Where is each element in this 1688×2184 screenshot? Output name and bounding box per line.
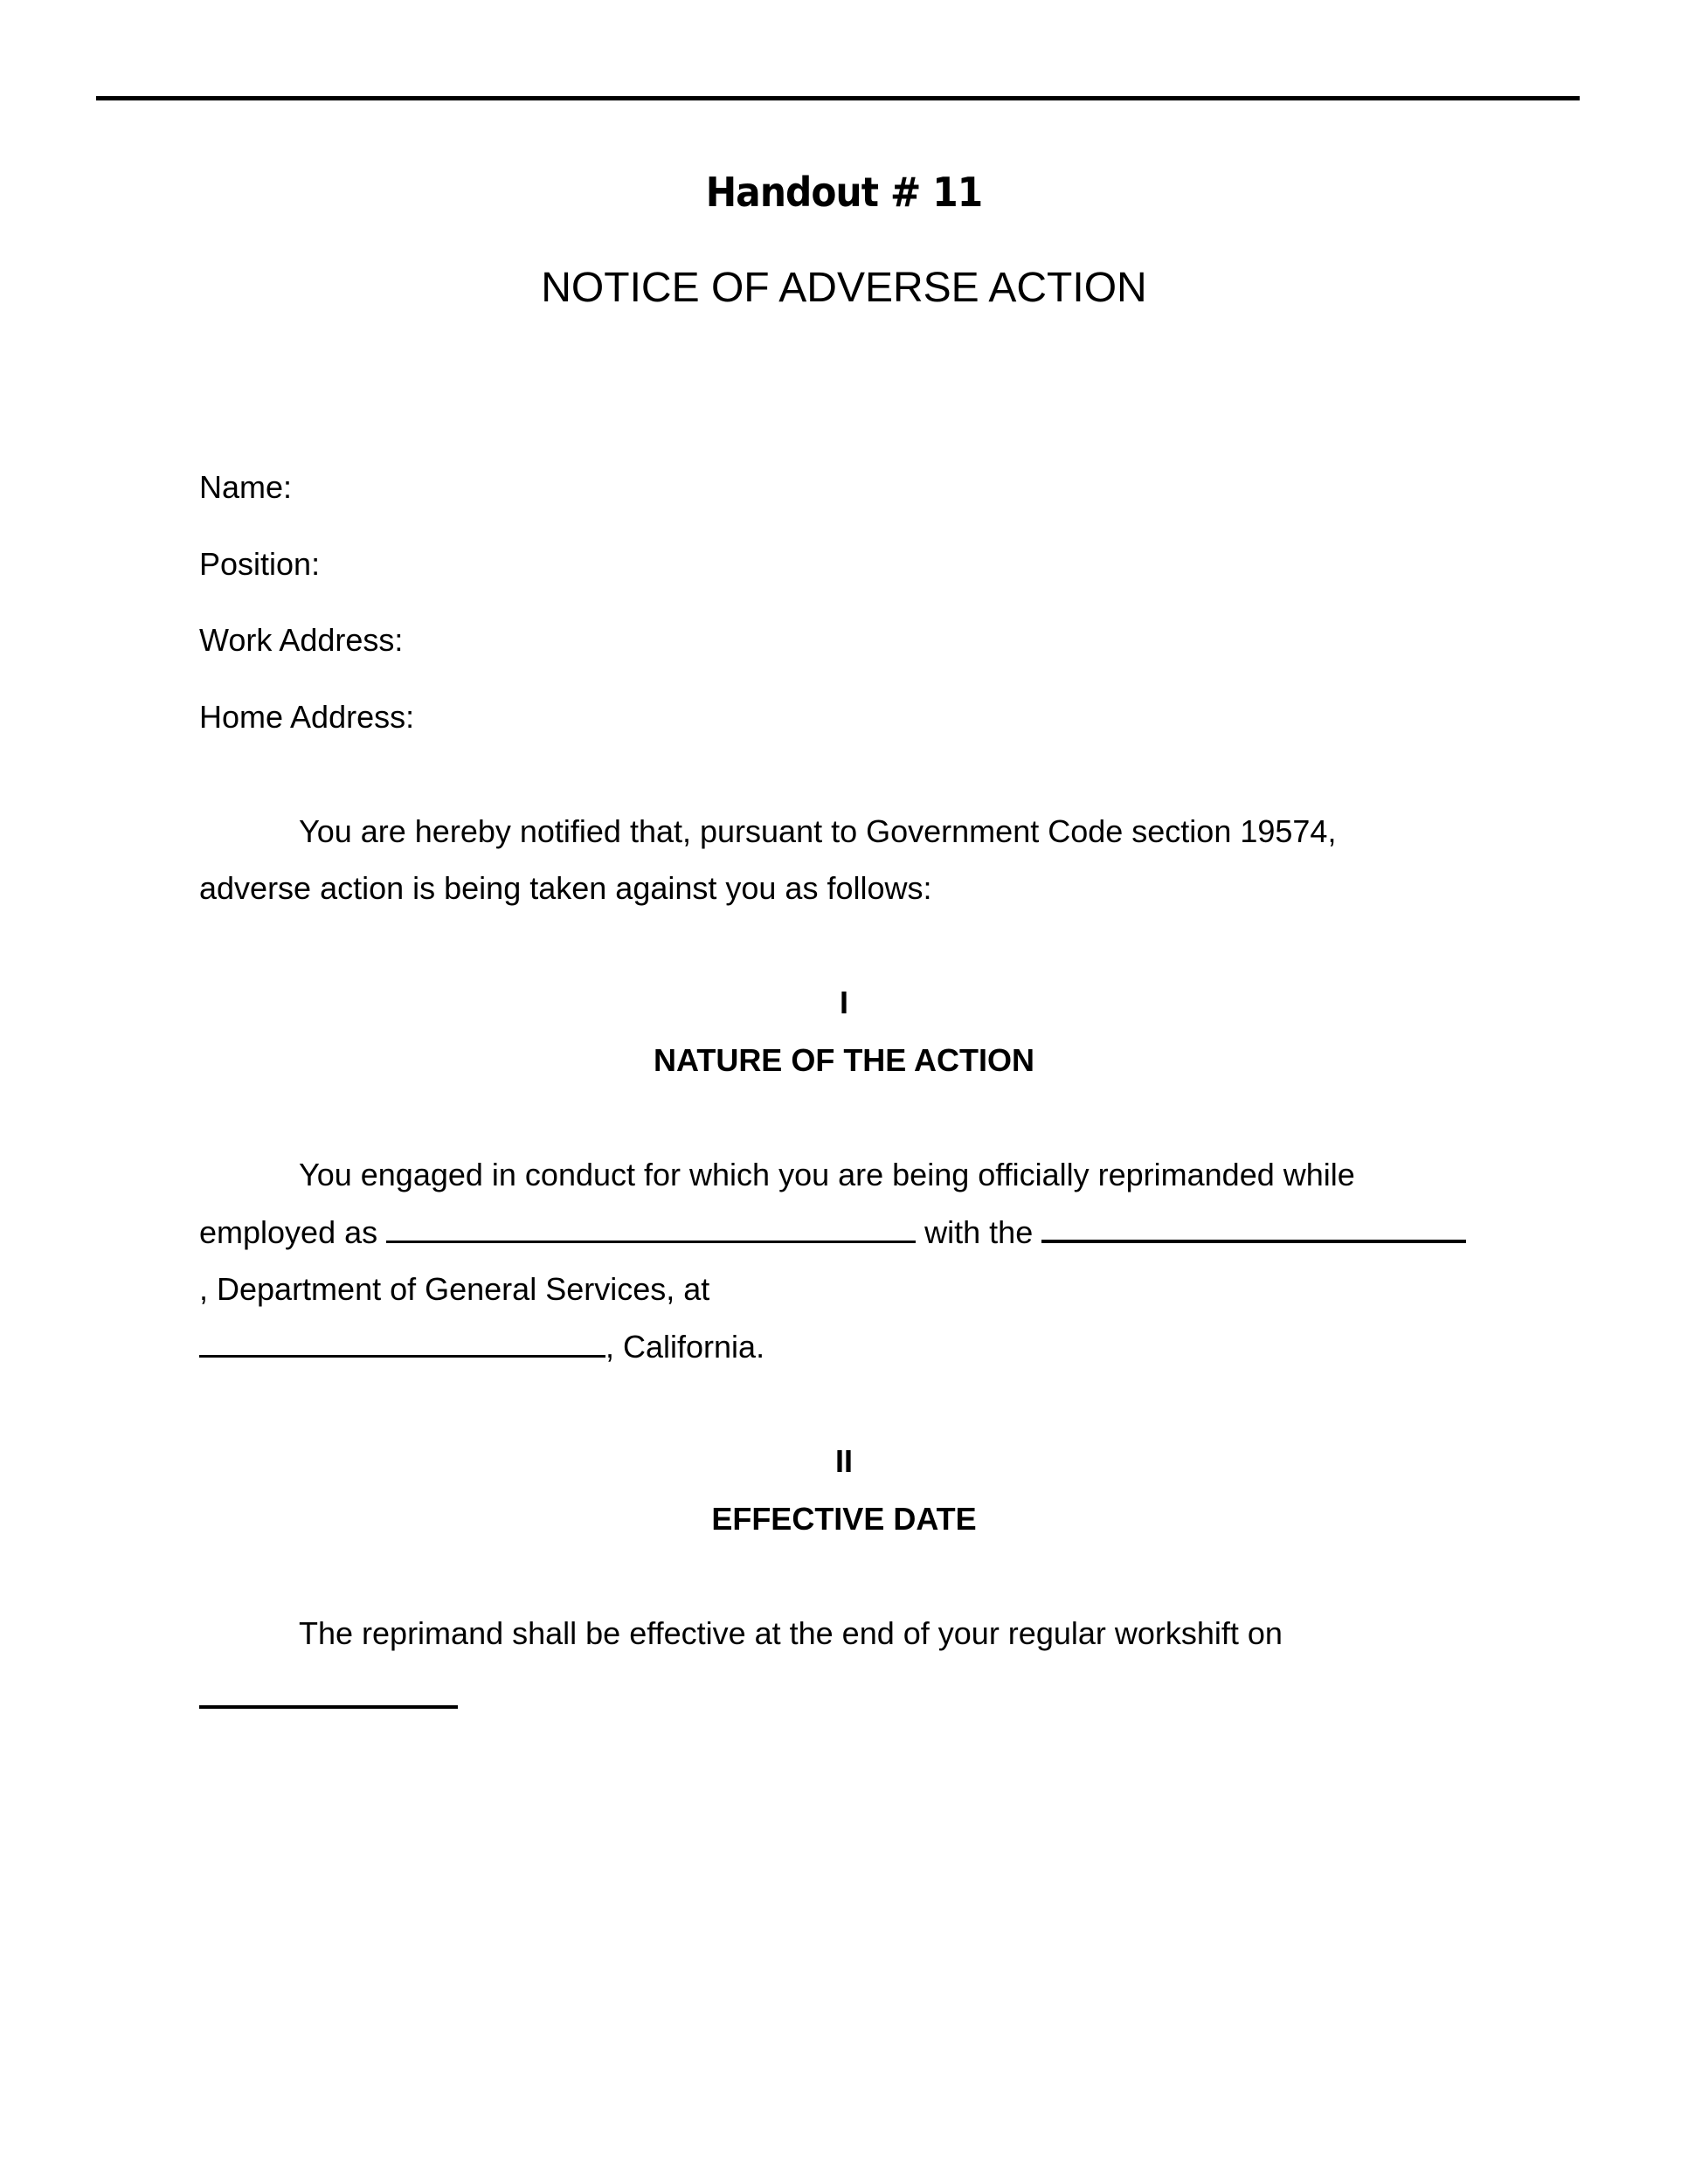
document-title: NOTICE OF ADVERSE ACTION xyxy=(541,265,1147,311)
section-2-numeral: II xyxy=(834,1443,853,1479)
section-1-line-1: You engaged in conduct for which you are being officially reprimanded while xyxy=(299,1157,1355,1192)
employed-as-label: employed as xyxy=(199,1214,378,1250)
work-address-field-label: Work Address: xyxy=(199,622,404,658)
intro-paragraph-line-2: adverse action is being taken against you as follows: xyxy=(199,870,932,906)
name-field-label: Name: xyxy=(199,469,293,505)
section-2-line-2 xyxy=(199,1679,458,1717)
handout-number: Handout # 11 xyxy=(705,169,983,216)
section-2-line-1: The reprimand shall be effective at the end of your regular workshift on xyxy=(299,1615,1283,1651)
with-the-label: with the xyxy=(924,1214,1034,1250)
intro-paragraph-line-1: You are hereby notified that, pursuant to Government Code section 19574, xyxy=(299,813,1337,849)
position-field-label: Position: xyxy=(199,546,321,582)
top-rule xyxy=(96,96,1580,100)
section-2-heading: EFFECTIVE DATE xyxy=(711,1501,977,1537)
section-1-heading: NATURE OF THE ACTION xyxy=(654,1042,1034,1078)
section-1-numeral: I xyxy=(839,985,848,1020)
city-blank[interactable] xyxy=(199,1329,605,1358)
effective-date-blank[interactable] xyxy=(199,1679,458,1709)
section-1-line-2 xyxy=(199,1213,1466,1252)
unit-name-blank[interactable] xyxy=(1041,1213,1466,1243)
section-1-line-4 xyxy=(199,1328,764,1366)
section-1-line-3: , Department of General Services, at xyxy=(199,1271,710,1307)
home-address-field-label: Home Address: xyxy=(199,699,415,735)
job-title-blank[interactable] xyxy=(386,1214,916,1243)
california-suffix: , California. xyxy=(605,1329,765,1365)
